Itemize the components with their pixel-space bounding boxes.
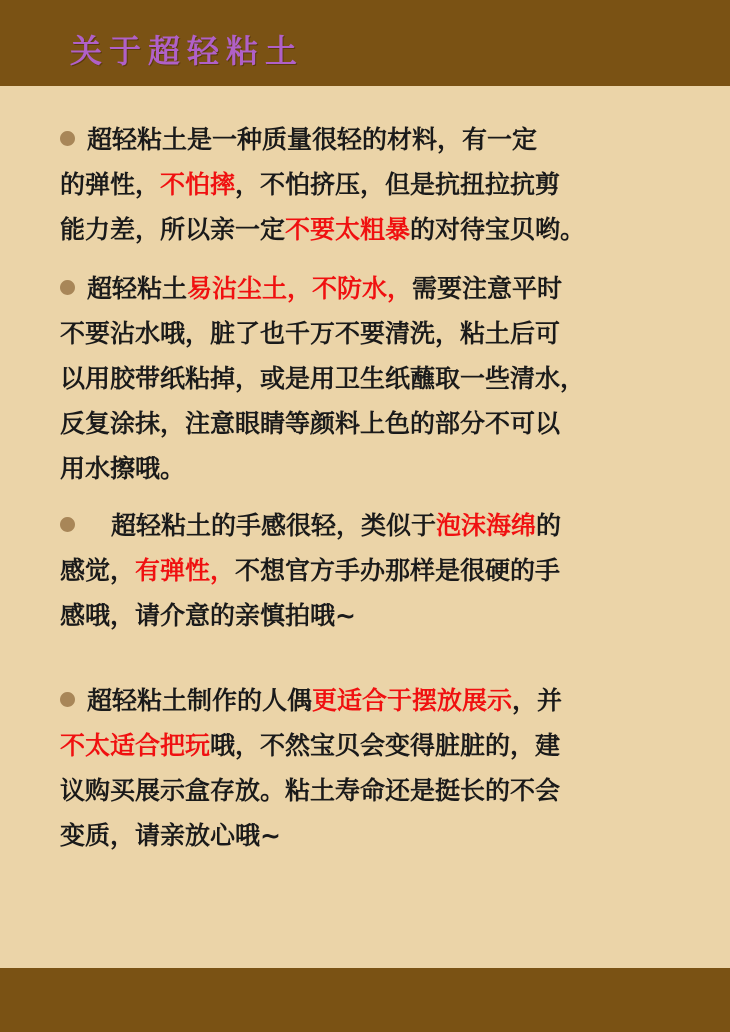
- text-segment: ，不怕挤压，但是抗扭拉抗剪: [235, 170, 561, 199]
- highlight-text: 更适合于摆放展示: [312, 686, 513, 715]
- text-segment: 哦，不然宝贝会变得脏脏的，建: [210, 731, 561, 760]
- text-segment: 超轻粘土的手感很轻，类似于: [111, 511, 437, 540]
- text-segment: 不想官方手办那样是很硬的手: [235, 556, 561, 585]
- text-segment: 的对待宝贝哟。: [410, 215, 586, 244]
- paragraph-texture: [60, 503, 680, 638]
- highlight-text: 易沾尘土，不防水，: [187, 274, 413, 303]
- bullet-icon: [60, 692, 75, 707]
- text-segment: 超轻粘土制作的人偶: [87, 686, 313, 715]
- paragraph-dust-water: [60, 266, 680, 491]
- highlight-text: 有弹性，: [135, 556, 236, 585]
- text-segment: 议购买展示盒存放。粘土寿命还是挺长的不会: [60, 776, 561, 805]
- text-segment: 用水擦哦。: [60, 454, 186, 483]
- bullet-icon: [60, 280, 75, 295]
- text-segment: 感哦，请介意的亲慎拍哦~: [60, 601, 356, 630]
- paragraph-elasticity: [60, 117, 680, 252]
- text-segment: 超轻粘土: [87, 274, 188, 303]
- text-segment: 超轻粘土是一种质量很轻的材料，有一定: [87, 125, 538, 154]
- text-segment: 不要沾水哦，脏了也千万不要清洗，粘土后可: [60, 319, 561, 348]
- bullet-icon: [60, 131, 75, 146]
- paragraph-display: [60, 678, 680, 858]
- text-segment: 的弹性，: [60, 170, 161, 199]
- highlight-text: 不太适合把玩: [60, 731, 211, 760]
- text-segment: 需要注意平时: [412, 274, 563, 303]
- text-segment: ，并: [512, 686, 563, 715]
- text-segment: 感觉，: [60, 556, 136, 585]
- footer-bar: [0, 968, 730, 1032]
- highlight-text: 泡沫海绵: [436, 511, 537, 540]
- text-segment: 变质，请亲放心哦~: [60, 821, 281, 850]
- text-segment: 能力差，所以亲一定: [60, 215, 286, 244]
- highlight-text: 不怕摔: [160, 170, 236, 199]
- highlight-text: 不要太粗暴: [285, 215, 411, 244]
- header-bar: [0, 0, 730, 86]
- text-segment: 以用胶带纸粘掉，或是用卫生纸蘸取一些清水，: [60, 364, 586, 393]
- page-title: 关于超轻粘土: [70, 32, 305, 70]
- bullet-icon: [60, 517, 75, 532]
- text-segment: 的: [536, 511, 562, 540]
- text-segment: 反复涂抹，注意眼睛等颜料上色的部分不可以: [60, 409, 561, 438]
